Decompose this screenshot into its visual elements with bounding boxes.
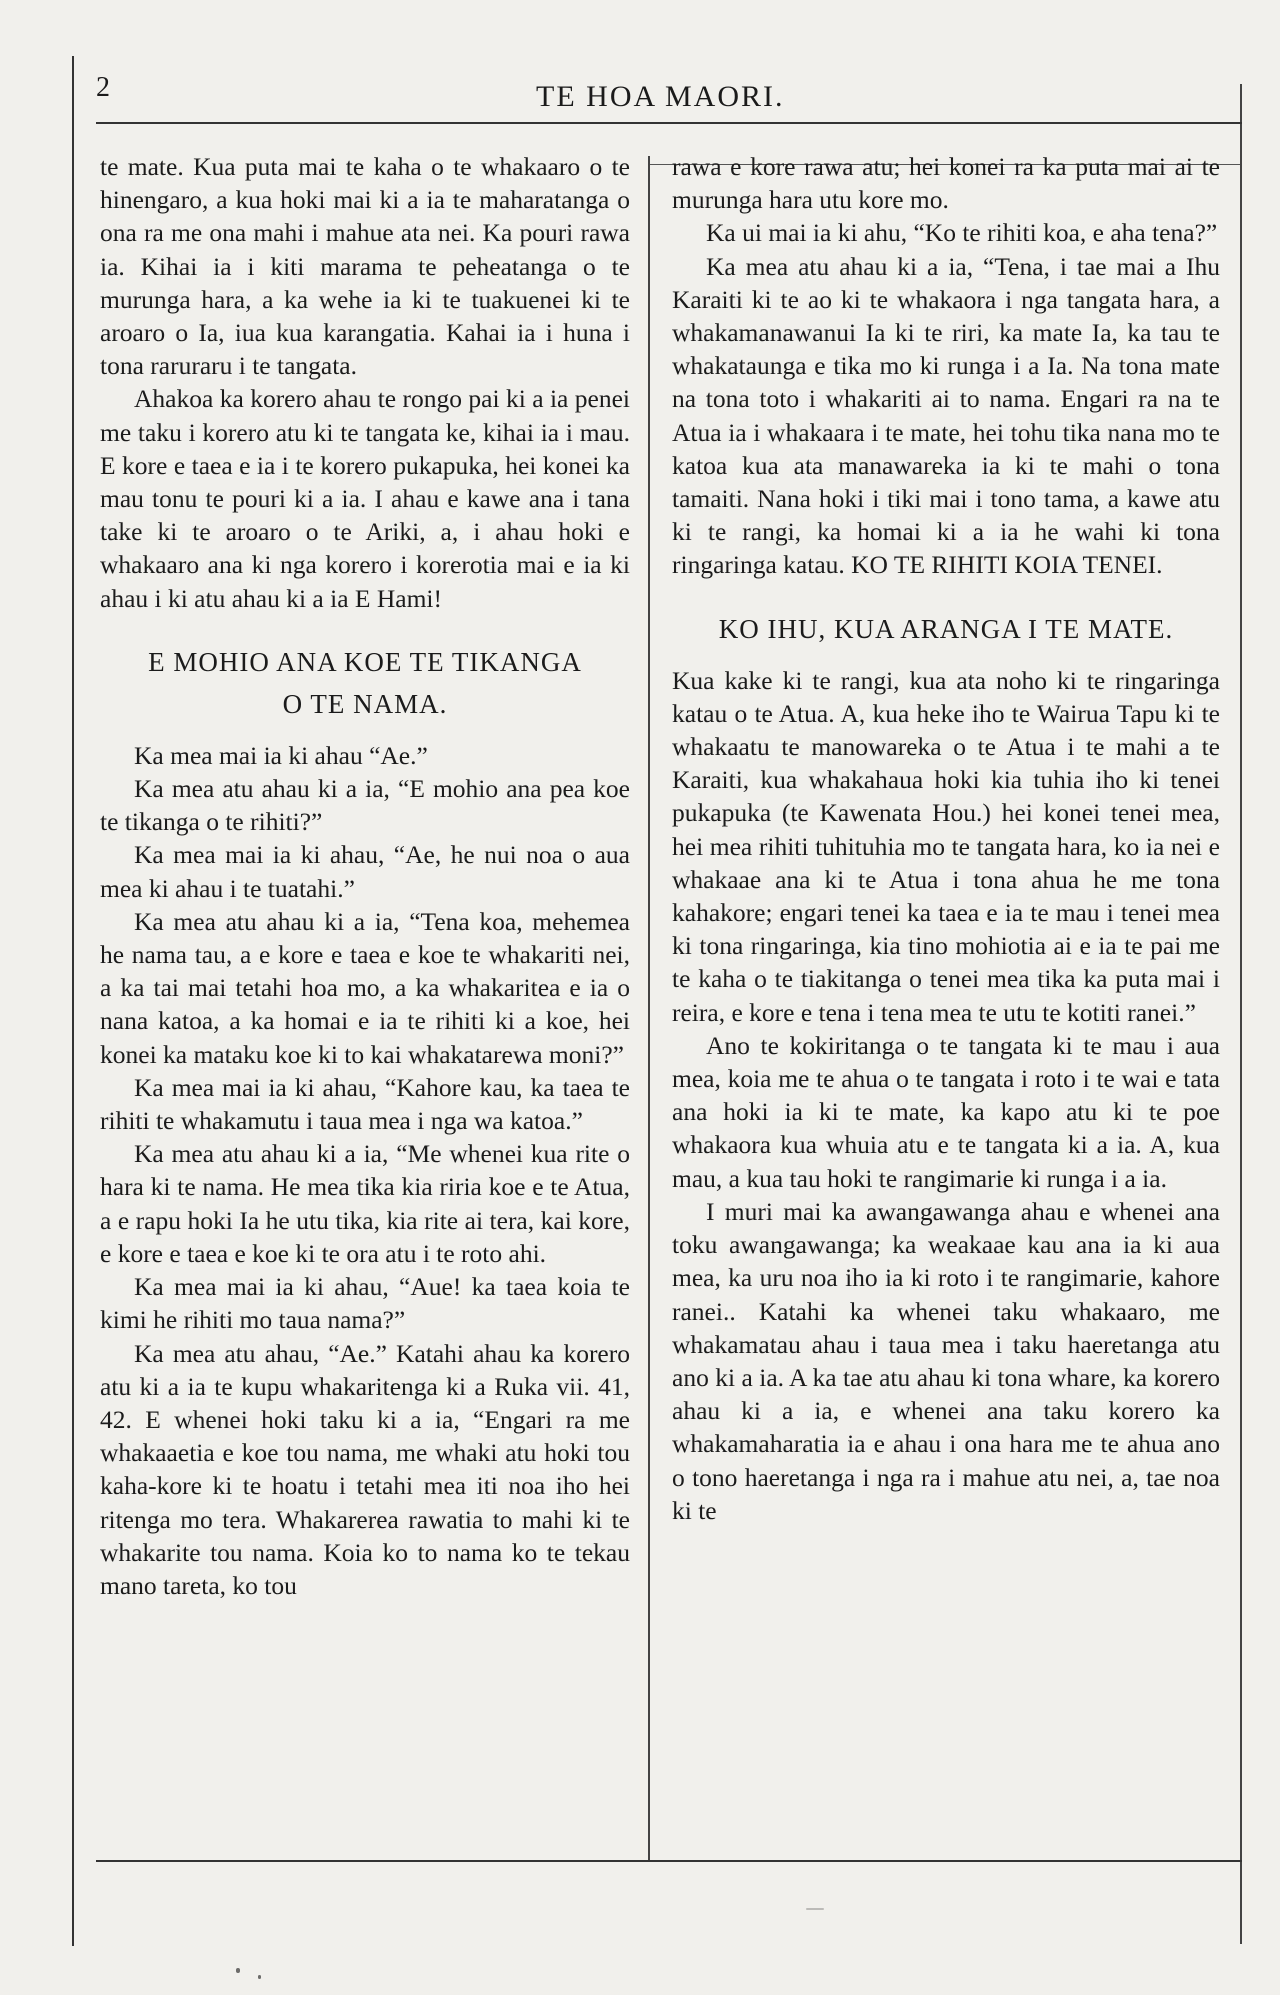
- paragraph: Ka mea mai ia ki ahau “Ae.”: [134, 740, 428, 770]
- page-number: 2: [96, 72, 110, 103]
- section-heading: [100, 641, 630, 725]
- paragraph: Ano te kokiritanga o te tangata ki te mau i aua mea, koia me te ahua o te tangata i roto i te wai e tata ana hoki ia ki te mate, ka kapo atu ki te poe whakaora kua whuia atu e te tangata ki a ia. A, kua mau, a kua tau hoki te rangimarie ki runga i a ia.: [672, 1030, 1220, 1193]
- paragraph: Ka mea mai ia ki ahau, “Kahore kau, ka taea te rihiti te whakamutu i taua mea i nga wa katoa.”: [100, 1072, 630, 1136]
- running-title: TE HOA MAORI.: [536, 80, 785, 113]
- page-header: [96, 72, 1240, 118]
- section-heading: [672, 608, 1220, 650]
- paragraph: Ka mea atu ahau ki a ia, “Me whenei kua rite o hara ki te nama. He mea tika kia riria koe e te Atua, a e rapu hoki Ia he utu tika, kia rite ai tera, kai kore, e kore e taea e koe ki te ora atu i te roto ahi.: [100, 1139, 630, 1268]
- ink-speck: [806, 1908, 824, 1910]
- paragraph: Ka ui mai ia ki ahu, “Ko te rihiti koa, e aha tena?”: [706, 218, 1218, 248]
- right-column: [672, 150, 1220, 1527]
- paragraph: Ahakoa ka korero ahau te rongo pai ki a ia penei me taku i korero atu ki te tangata ke, kihai ia i mau. E kore e taea e ia i te korero pukapuka, hei konei ka mau tonu te pouri ki a ia. I ahau e kawe ana i tana take ki te aroaro o te Ariki, a, i ahau hoki e whakaaro ana ki nga korero i korerotia mai e ia ki ahau i ki atu ahau ki a ia E Hami!: [100, 384, 630, 613]
- paragraph: Ka mea atu ahau ki a ia, “Tena, i tae mai a Ihu Karaiti ki te ao ki te whakaora i nga tangata hara, a whakamanawanui Ia ki te riri, ka mate Ia, ka tau te whakataunga e tika mo ki runga i a Ia. Na tona mate na tona toto i whakariti ai to nama. Engari ra na te Atua ia i whakaara i te mate, hei tohu tika nana mo te katoa kua ata manawareka ia ki te mahi o tona tamaiti. Nana hoki i tiki mai i tono tama, a kawe atu ki te rangi, ka homai ki a ia he wahi ki tona ringaringa katau. KO TE RIHITI KOIA TENEI.: [672, 251, 1220, 580]
- section-heading-line-2: O TE NAMA.: [282, 688, 448, 719]
- paragraph: I muri mai ka awangawanga ahau e whenei ana toku awangawanga; ka weakaae kau ana ia ki aua mea, ka uru noa iho ia ki roto i te rangimarie, kahore ranei.. Katahi ka whenei taku whakaaro, me whakamatau ahau i taua mea i taku haeretanga atu ano ki a ia. A ka tae atu ahau ki tona whare, ka korero ahau ki a ia, e whenei ana taku korero ka whakamaharatia ia e ahau i ona hara me te ahua ano o tono haeretanga i nga ra i mahue atu nei, a, tae noa ki te: [672, 1196, 1220, 1525]
- section-heading-line-1: E MOHIO ANA KOE TE TIKANGA: [148, 646, 582, 677]
- paragraph: Ka mea mai ia ki ahau, “Aue! ka taea koia te kimi he rihiti mo taua nama?”: [100, 1272, 630, 1335]
- left-column: [100, 150, 630, 1602]
- paragraph: Kua kake ki te rangi, kua ata noho ki te ringaringa katau o te Atua. A, kua heke iho te Wairua Tapu ki te whakaatu te manowareka o te Atua i te mahi a te Karaiti, kua whakahaua hoki kia tuhia iho ki tenei pukapuka (te Kawenata Hou.) hei konei tenei mea, hei mea rihiti tuhituhia mo te tangata hara, ko ia nei e whakaae ana ki te Atua i tona ahua he me tona kahakore; engari tenei ka taea e ia te mau i tenei mea ki tona ringaringa, kia tino mohiotia ai e ia te pai me te kaha o te tiakitanga o tenei mea tika ka puta mai i reira, e kore e tena i tena mea te utu te kotiti ranei.”: [672, 665, 1220, 1027]
- paragraph: Ka mea mai ia ki ahau, “Ae, he nui noa o aua mea ki ahau i te tuatahi.”: [100, 840, 630, 903]
- paragraph: Ka mea atu ahau ki a ia, “Tena koa, mehemea he nama tau, a e kore e taea e koe te whakariti nei, a ka tai mai tetahi hoa mo, a ka whakaritea e ia o nana katoa, a ka homai e ia te rihiti ki a koe, hei konei ka mataku koe ki to kai whakatarewa moni?”: [100, 906, 630, 1069]
- ink-speck: [258, 1975, 261, 1979]
- section-heading-line-1: KO IHU, KUA ARANGA I TE MATE.: [718, 613, 1174, 644]
- ink-speck: [236, 1968, 240, 1973]
- paragraph: Ka mea atu ahau ki a ia, “E mohio ana pea koe te tikanga o te rihiti?”: [100, 774, 630, 837]
- paragraph: Ka mea atu ahau, “Ae.” Katahi ahau ka korero atu ki a ia te kupu whakaritenga ki a Ruka vii. 41, 42. E whenei hoki taku ki a ia, “Engari ra me whakaaetia e koe tou nama, me whaki atu hoki tou kaha-kore ki te hoatu i tetahi mea iti noa iho hei ritenga mo tera. Whakarerea rawatia to mahi ki te whakarite tou nama. Koia ko to nama ko te tekau mano tareta, ko tou: [100, 1338, 630, 1600]
- right-border-rule: [1240, 84, 1242, 1944]
- header-rule: [96, 122, 1242, 124]
- footer-rule: [96, 1860, 1242, 1862]
- paragraph: te mate. Kua puta mai te kaha o te whakaaro o te hinengaro, a kua hoki mai ki a ia te maharatanga o ona ra me ona mahi i mahue ata nei. Ka pouri rawa ia. Kihai ia i kiti marama te peheatanga o te murunga hara, a ka wehe ia ki te tuakuenei ki te aroaro o Ia, iua kua karangatia. Kahai ia i huna i tona raruraru i te tangata.: [100, 152, 630, 381]
- paragraph: rawa e kore rawa atu; hei konei ra ka puta mai ai te murunga hara utu kore mo.: [672, 152, 1220, 215]
- column-divider: [648, 156, 650, 1860]
- left-border-rule: [72, 56, 74, 1946]
